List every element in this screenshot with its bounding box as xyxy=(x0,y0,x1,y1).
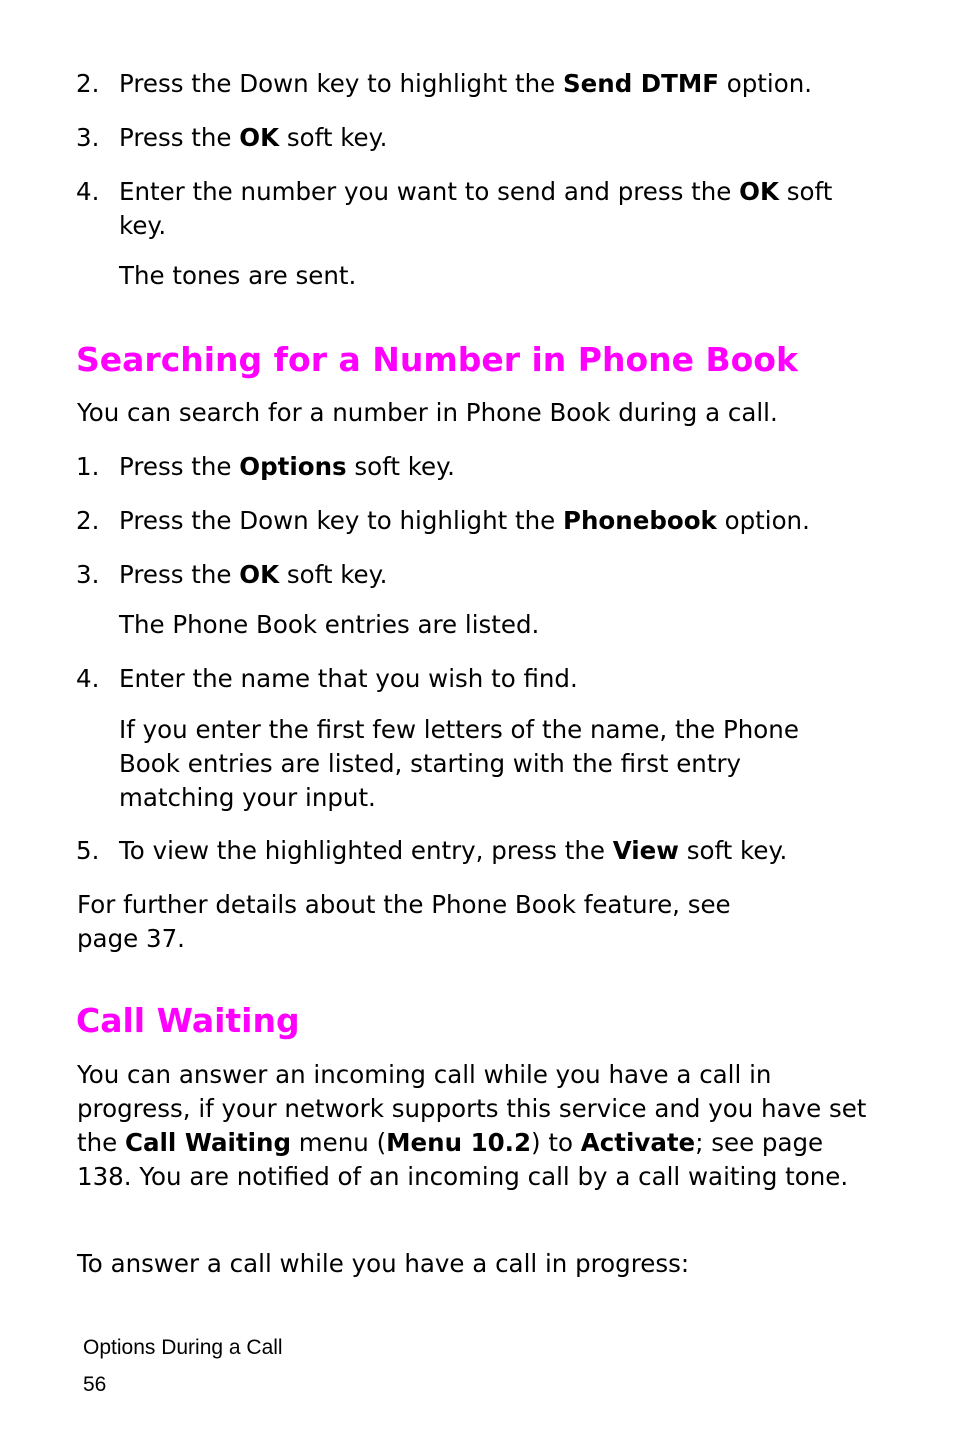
step-number: 5. xyxy=(76,836,100,865)
step-note: The Phone Book entries are listed. xyxy=(119,610,540,639)
step-text: Press the Down key to highlight the Phonebook option. xyxy=(119,506,810,535)
footer-section-title: Options During a Call xyxy=(83,1336,283,1359)
step-text: Press the Options soft key. xyxy=(119,452,455,481)
step-note: If you enter the first few letters of the name, the Phone Book entries are listed, starting with the first entry matching your input. xyxy=(119,715,799,812)
page-number: 56 xyxy=(83,1373,107,1396)
call-waiting-intro: You can answer an incoming call while you have a call in progress, if your network supports this service and you have set the Call Waiting menu (Menu 10.2) to Activate; see page 138. You are notified of an incoming call by a call waiting tone. xyxy=(77,1060,867,1191)
step-number: 2. xyxy=(76,69,100,98)
call-waiting-answer: To answer a call while you have a call in progress: xyxy=(77,1249,690,1278)
step-text: To view the highlighted entry, press the View soft key. xyxy=(119,836,788,865)
step-note: The tones are sent. xyxy=(119,261,357,290)
section-heading-call-waiting: Call Waiting xyxy=(76,1001,300,1040)
step-text: Press the Down key to highlight the Send DTMF option. xyxy=(119,69,813,98)
step-number: 4. xyxy=(76,664,100,693)
step-number: 3. xyxy=(76,560,100,589)
step-text: Enter the name that you wish to find. xyxy=(119,664,578,693)
step-text: Press the OK soft key. xyxy=(119,123,388,152)
step-text: Enter the number you want to send and press the OK soft key. xyxy=(119,177,833,240)
section-heading-phonebook: Searching for a Number in Phone Book xyxy=(76,340,798,379)
step-number: 4. xyxy=(76,177,100,206)
step-number: 1. xyxy=(76,452,100,481)
step-text: Press the OK soft key. xyxy=(119,560,388,589)
step-number: 2. xyxy=(76,506,100,535)
step-number: 3. xyxy=(76,123,100,152)
further-details: For further details about the Phone Book feature, see page 37. xyxy=(77,890,731,953)
section-intro: You can search for a number in Phone Book during a call. xyxy=(77,398,778,427)
